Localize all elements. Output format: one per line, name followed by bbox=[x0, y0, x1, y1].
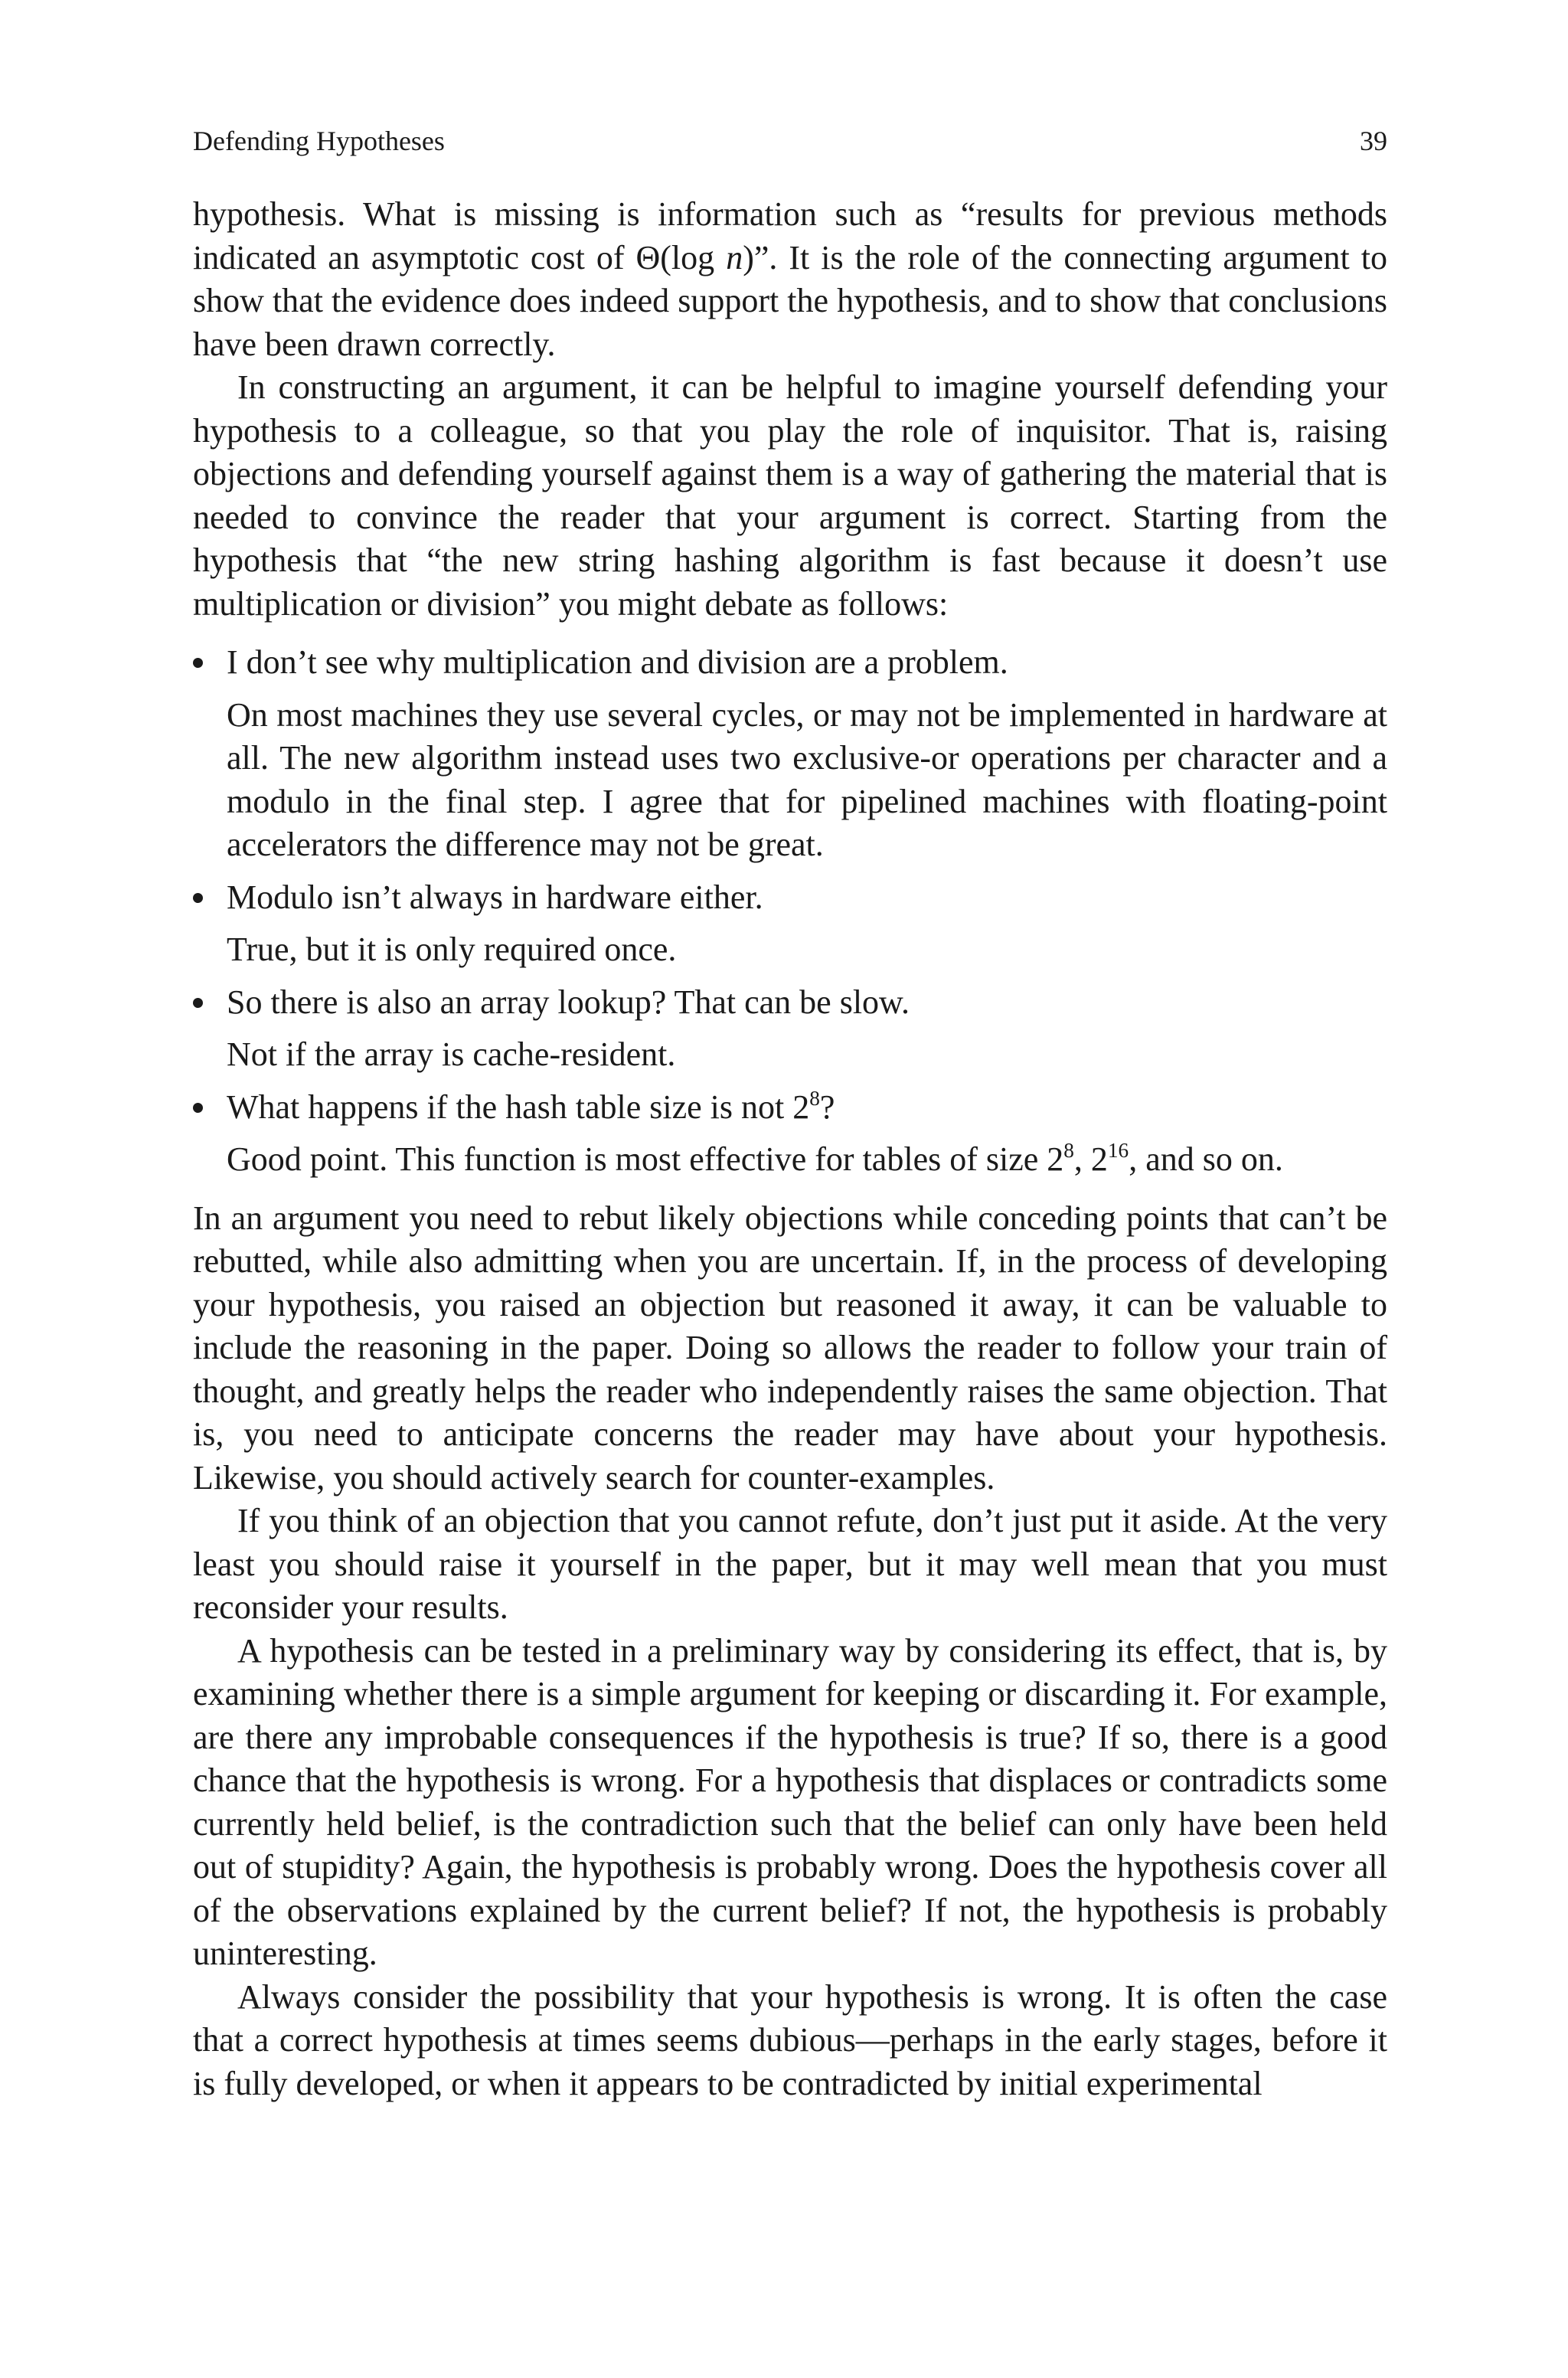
paragraph-text: )”. It is the role of the connecting argument to show that the evidence does indeed support the hypothesis, and to show that conclusions have been drawn correctly. bbox=[193, 238, 1387, 363]
list-item bbox=[193, 876, 1387, 972]
bullet-icon bbox=[193, 893, 203, 903]
running-title: Defending Hypotheses bbox=[193, 126, 445, 156]
body-text bbox=[193, 193, 1387, 2105]
paragraph-objection: If you think of an objection that you cannot refute, don’t just put it aside. At the very least you should raise it yourself in the paper, but it may well mean that you must reconsider your results. bbox=[193, 1502, 1387, 1626]
bullet-icon bbox=[193, 1103, 203, 1113]
response-text: On most machines they use several cycles, or may not be implemented in hardware at all. The new algorithm instead uses two exclusive-or operations per character and a modulo in the final step. I agree that for pipelined machines with floating-point accelerators the difference may not be great. bbox=[227, 695, 1387, 863]
response-text-part: , 2 bbox=[1073, 1140, 1108, 1178]
paragraph-argument-intro: In constructing an argument, it can be helpful to imagine yourself defending your hypothesis to a colleague, so that you play the role of inquisitor. That is, raising objections and defending yourself against them is a way of gathering the material that is needed to convince the reader that your argument is correct. Starting from the hypothesis that “the new string hashing algorithm is fast because it doesn’t use multiplication or division” you might debate as follows: bbox=[193, 368, 1387, 623]
debate-list bbox=[193, 641, 1387, 1182]
response-text-part: Good point. This function is most effective for tables of size 2 bbox=[227, 1140, 1064, 1178]
objection-text-part: What happens if the hash table size is not 2 bbox=[227, 1088, 810, 1126]
objection-text: I don’t see why multiplication and division are a problem. bbox=[227, 643, 1008, 681]
objection-text bbox=[227, 1086, 1387, 1130]
list-item bbox=[193, 641, 1387, 867]
paragraph-preliminary-test: A hypothesis can be tested in a preliminary way by considering its effect, that is, by examining whether there is a simple argument for keeping or discarding it. For example, are there any improbable consequences if the hypothesis is true? If so, there is a good chance that the hypothesis is wrong. For a hypothesis that displaces or contradicts some currently held belief, is the contradiction such that the belief can only have been held out of stupidity? Again, the hypothesis is probably wrong. Does the hypothesis cover all of the observations explained by the current belief? If not, the hypothesis is probably uninteresting. bbox=[193, 1631, 1387, 1972]
bullet-icon bbox=[193, 658, 203, 668]
response-text-part: , and so on. bbox=[1129, 1140, 1283, 1178]
bullet-icon bbox=[193, 998, 203, 1008]
exponent: 16 bbox=[1107, 1139, 1129, 1163]
response-text: True, but it is only required once. bbox=[227, 931, 677, 968]
paragraph-possibility-wrong: Always consider the possibility that your hypothesis is wrong. It is often the case that a correct hypothesis at times seems dubious—perhaps in the early stages, before it is fully developed, or when it appears to be contradicted by initial experimental bbox=[193, 1977, 1387, 2102]
list-item bbox=[193, 981, 1387, 1077]
exponent: 8 bbox=[1063, 1139, 1074, 1163]
page-header bbox=[193, 115, 1387, 161]
page-number: 39 bbox=[1360, 126, 1387, 156]
response-text bbox=[227, 1138, 1387, 1182]
paragraph-continuation bbox=[193, 193, 1387, 366]
math-variable: n bbox=[726, 238, 743, 276]
objection-text-part: ? bbox=[819, 1088, 835, 1126]
exponent: 8 bbox=[809, 1086, 820, 1110]
book-page bbox=[193, 115, 1387, 2105]
paragraph-rebuttal: In an argument you need to rebut likely objections while conceding points that can’t be rebutted, while also admitting when you are uncertain. If, in the process of developing your hypothesis, you raised an objection but reasoned it away, it can be valuable to include the reasoning in the paper. Doing so allows the reader to follow your train of thought, and greatly helps the reader who independently raises the same objection. That is, you need to anticipate concerns the reader may have about your hypothesis. Likewise, you should actively search for counter-examples. bbox=[193, 1199, 1387, 1496]
list-item bbox=[193, 1086, 1387, 1182]
response-text: Not if the array is cache-resident. bbox=[227, 1035, 676, 1073]
objection-text: Modulo isn’t always in hardware either. bbox=[227, 878, 763, 916]
paragraph-text: hypothesis. What is missing is information such as “results for previous methods indicated an asymptotic cost of Θ(log bbox=[193, 195, 1387, 276]
objection-text: So there is also an array lookup? That can be slow. bbox=[227, 983, 910, 1021]
